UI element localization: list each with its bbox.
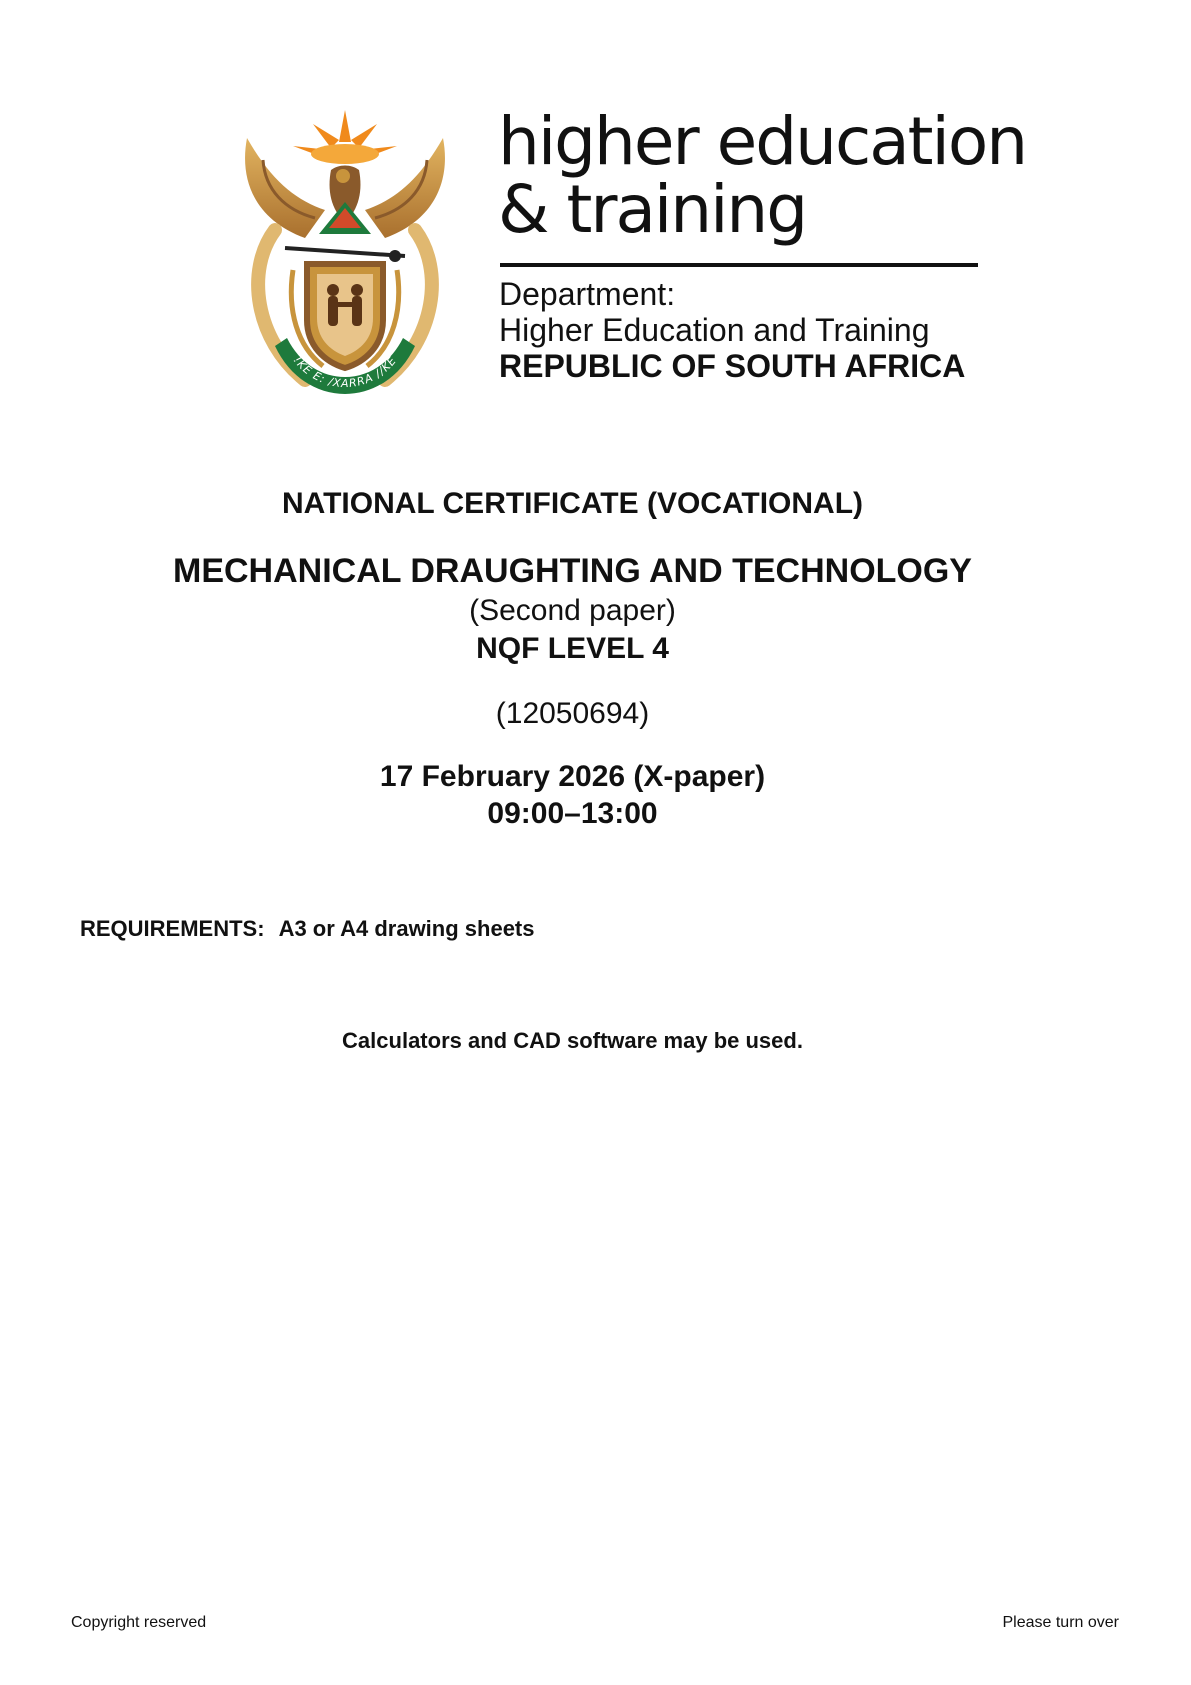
brand-divider xyxy=(500,263,978,267)
exam-time: 09:00–13:00 xyxy=(487,797,658,830)
country-name: REPUBLIC OF SOUTH AFRICA xyxy=(499,348,966,384)
requirements-label: REQUIREMENTS: xyxy=(80,916,265,941)
department-name: Higher Education and Training xyxy=(499,312,930,348)
calculator-note: Calculators and CAD software may be used. xyxy=(342,1028,803,1053)
department-block xyxy=(499,276,965,384)
nqf-level: NQF LEVEL 4 xyxy=(476,632,669,665)
exam-date: 17 February 2026 (X-paper) xyxy=(379,760,766,793)
brand-line-1: higher education xyxy=(498,103,1027,180)
certificate-title: NATIONAL CERTIFICATE (VOCATIONAL) xyxy=(281,487,864,520)
subject-title: MECHANICAL DRAUGHTING AND TECHNOLOGY xyxy=(173,552,972,590)
brand-line-2: & training xyxy=(498,171,807,248)
department-label: Department: xyxy=(499,276,676,312)
paper-number: (Second paper) xyxy=(469,594,676,627)
crest-motto: !KE E: /XARRA //KE xyxy=(290,353,400,391)
brand-wordmark xyxy=(498,103,1027,248)
coat-of-arms-logo xyxy=(235,110,455,400)
subject-code: (12050694) xyxy=(495,697,650,730)
footer-turn-over: Please turn over xyxy=(1002,1614,1119,1631)
requirements-value: A3 or A4 drawing sheets xyxy=(278,916,535,941)
requirements-line xyxy=(80,916,534,942)
footer-copyright: Copyright reserved xyxy=(71,1614,207,1631)
